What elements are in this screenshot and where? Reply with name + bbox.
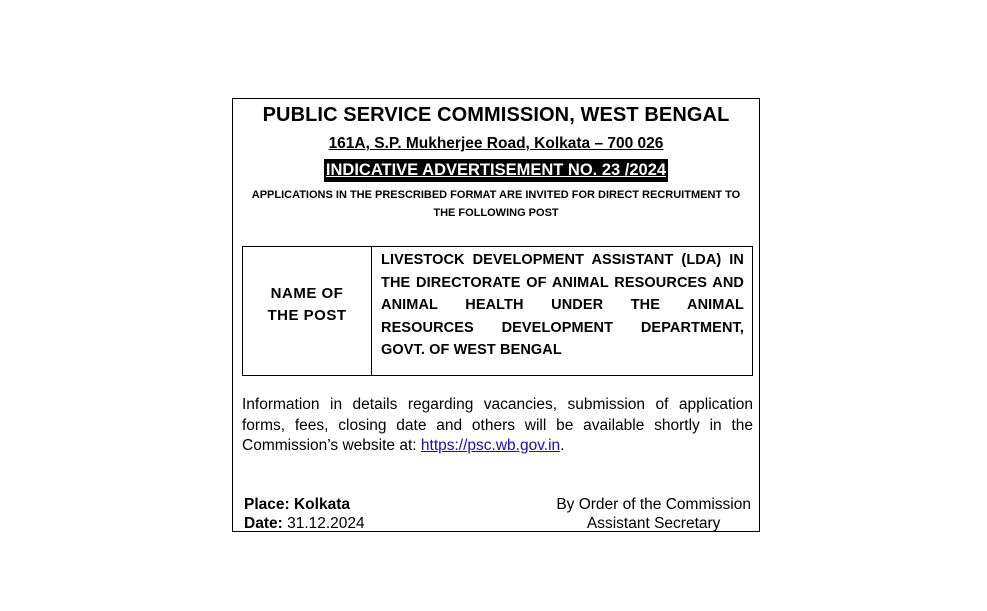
- commission-title: PUBLIC SERVICE COMMISSION, WEST BENGAL: [262, 104, 730, 126]
- post-label-cell: [243, 247, 372, 375]
- signature-block: [556, 495, 751, 533]
- info-text: Information in details regarding vacancies, submission of application forms, fees, closing date and others will be available shortly in the Commission’s website at:: [242, 396, 753, 454]
- post-table: [242, 246, 753, 376]
- date-label: Date:: [244, 515, 283, 532]
- date-value: 31.12.2024: [287, 515, 365, 532]
- place-line: [244, 495, 365, 514]
- place-date-block: [244, 495, 365, 533]
- place-value: Kolkata: [293, 496, 350, 513]
- place-label: Place:: [244, 496, 290, 513]
- signatory: Assistant Secretary: [586, 515, 721, 532]
- order-line: By Order of the Commission: [556, 496, 751, 513]
- post-label: NAME OF THE POST: [267, 285, 347, 324]
- commission-address: 161A, S.P. Mukherjee Road, Kolkata – 700 026: [328, 135, 664, 152]
- info-paragraph: [242, 395, 753, 457]
- advertisement-notice: [232, 98, 760, 532]
- advertisement-number-wrapper: [233, 159, 759, 182]
- advertisement-number: INDICATIVE ADVERTISEMENT NO. 23 /2024: [324, 159, 668, 182]
- invitation-text: APPLICATIONS IN THE PRESCRIBED FORMAT ARE INVITED FOR DIRECT RECRUITMENT TO THE FOLLOWING POST: [251, 189, 741, 219]
- website-link[interactable]: https://psc.wb.gov.in: [420, 437, 561, 454]
- date-line: [244, 514, 365, 533]
- post-name: LIVESTOCK DEVELOPMENT ASSISTANT (LDA) IN THE DIRECTORATE OF ANIMAL RESOURCES AND ANIMAL HEALTH UNDER THE ANIMAL RESOURCES DEVELOPMENT DEPARTMENT, GOVT. OF WEST BENGAL: [381, 252, 744, 359]
- info-end: .: [560, 437, 565, 454]
